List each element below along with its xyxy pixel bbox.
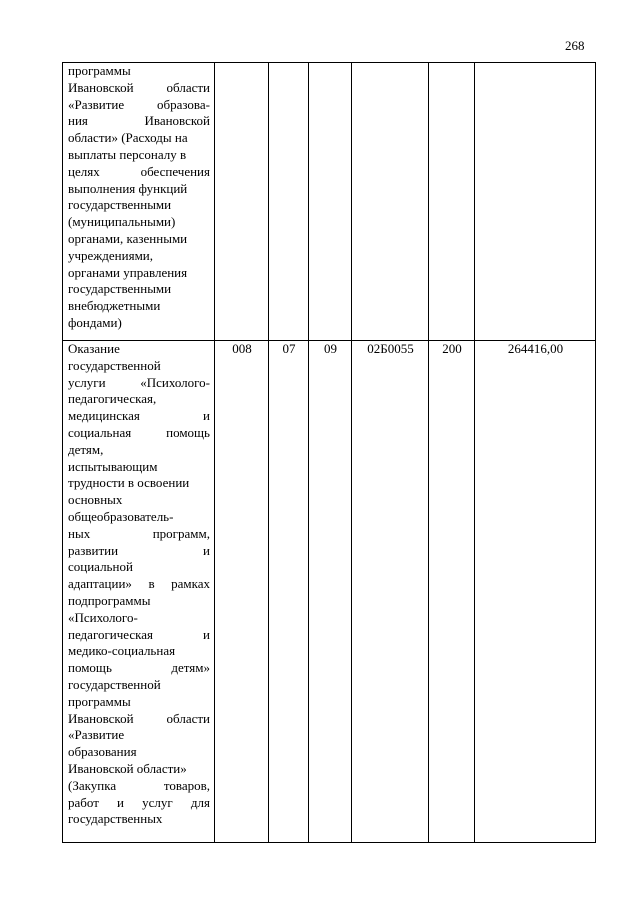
ministry-code-cell — [215, 63, 269, 341]
description-line: «Развитие — [68, 727, 125, 743]
description-line: педагогическая, — [68, 391, 157, 407]
description-cell — [63, 341, 215, 843]
description-line: внебюджетными — [68, 298, 161, 314]
description-line: государственных — [68, 811, 163, 827]
description-cell — [63, 63, 215, 341]
description-line: государственными — [68, 281, 172, 297]
description-line: области» (Расходы на — [68, 130, 188, 146]
description-line: ных программ, — [68, 525, 210, 541]
description-line: адаптации» в рамках — [68, 576, 210, 592]
description-line: ния Ивановской — [68, 113, 210, 129]
description-line: выплаты персоналу в — [68, 146, 187, 162]
description-line: социальная помощь — [68, 424, 210, 440]
description-line: Ивановской области — [68, 79, 210, 95]
description-line: образования — [68, 744, 137, 760]
description-line: «Психолого- — [68, 609, 138, 625]
page-number: 268 — [565, 38, 585, 53]
description-line: целях обеспечения — [68, 163, 210, 179]
description-line: программы — [68, 693, 131, 709]
description-line: государственными — [68, 197, 172, 213]
subsection-code-cell — [309, 63, 352, 341]
description-line: общеобразователь- — [68, 508, 174, 524]
description-line: государственной — [68, 676, 161, 692]
description-line: фондами) — [68, 314, 122, 330]
section-code-cell — [269, 63, 309, 341]
description-line: Ивановской области — [68, 710, 210, 726]
description-line: программы — [68, 63, 131, 78]
description-line: выполнения функций — [68, 180, 188, 196]
description-line: детям, — [68, 441, 104, 457]
description-line: подпрограммы — [68, 592, 151, 608]
ministry-code-cell: 008 — [215, 341, 269, 843]
description-line: развитии и — [68, 542, 210, 558]
amount-cell — [475, 63, 596, 341]
table-row — [63, 341, 596, 843]
description-line: трудности в освоении — [68, 475, 190, 491]
description-line: государственной — [68, 357, 161, 373]
description-line: испытывающим — [68, 458, 158, 474]
expense-type-cell: 200 — [429, 341, 475, 843]
budget-table — [62, 62, 596, 843]
description-line: медико-социальная — [68, 643, 176, 659]
description-line: органами управления — [68, 264, 188, 280]
amount-cell: 264416,00 — [475, 341, 596, 843]
description-line: учреждениями, — [68, 247, 154, 263]
description-line: услуги «Психолого- — [68, 374, 210, 390]
target-code-cell: 02Б0055 — [352, 341, 429, 843]
description-line: органами, казенными — [68, 230, 188, 246]
description-line: помощь детям» — [68, 660, 210, 676]
description-line: (муниципальными) — [68, 214, 176, 230]
description-line: работ и услуг для — [68, 794, 210, 810]
section-code-cell: 07 — [269, 341, 309, 843]
description-line: Оказание — [68, 341, 120, 356]
description-line: (Закупка товаров, — [68, 777, 210, 793]
subsection-code-cell: 09 — [309, 341, 352, 843]
target-code-cell — [352, 63, 429, 341]
table-row — [63, 63, 596, 341]
description-line: «Развитие образова- — [68, 96, 210, 112]
description-line: Ивановской области» — [68, 760, 187, 776]
description-line: основных — [68, 492, 123, 508]
expense-type-cell — [429, 63, 475, 341]
description-line: социальной — [68, 559, 133, 575]
description-line: медицинская и — [68, 408, 210, 424]
description-line: педагогическая и — [68, 626, 210, 642]
